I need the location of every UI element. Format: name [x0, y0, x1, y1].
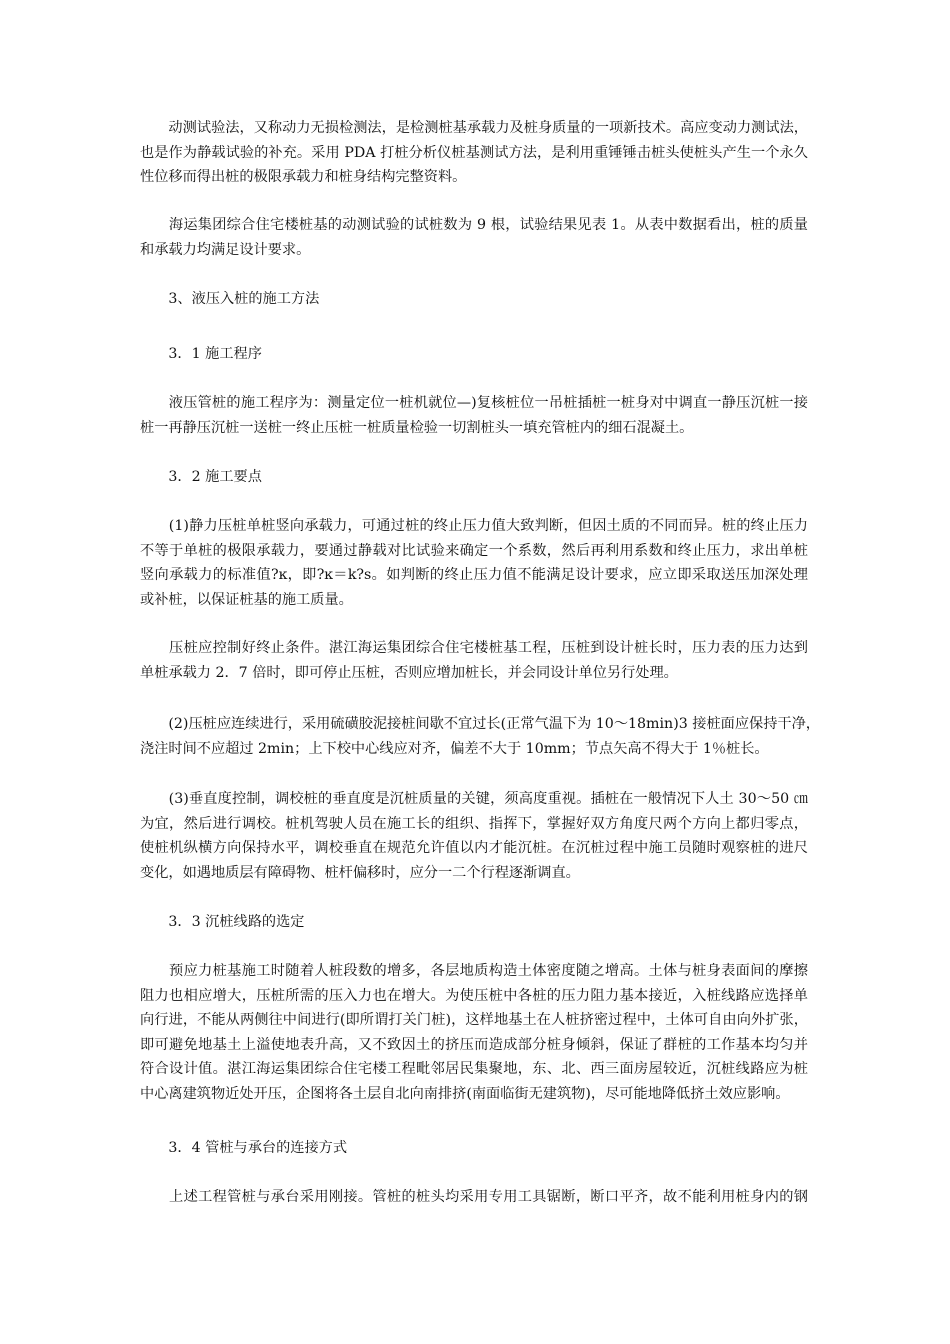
text-line: 使桩机纵横方向保持水平，调校垂直在规范允许值以内才能沉桩。在沉桩过程中施工员随时观察桩的进尺 — [140, 840, 808, 856]
text-line: 上述工程管桩与承台采用刚接。管桩的桩头均采用专用工具锯断，断口平齐，故不能利用桩身内的钢 — [140, 1189, 808, 1205]
text-line: 向行进，不能从两侧往中间进行(即所谓打关门桩)，这样地基土在人桩挤密过程中，土体可自由向外扩张， — [140, 1012, 808, 1028]
text-line: 浇注时间不应超过 2min；上下校中心线应对齐，偏差不大于 10mm；节点矢高不得大于 1％桩长。 — [140, 740, 769, 757]
text-line: (3)垂直度控制，调校桩的垂直度是沉桩质量的关键，须高度重视。插桩在一般情况下人土 30～50 ㎝ — [140, 791, 808, 807]
paragraph-continuous-pressing — [140, 712, 820, 761]
section-heading-3-1 — [140, 342, 808, 367]
text-line: 也是作为静载试验的补充。采用 PDA 打桩分析仪桩基测试方法，是利用重锤锤击桩头使桩头产生一个永久 — [140, 144, 808, 161]
text-line: 中心离建筑物近处开压，企图将各土层自北向南排挤(南面临街无建筑物)，尽可能地降低挤土效应影响。 — [140, 1085, 790, 1102]
text-line: 或补桩，以保证桩基的施工质量。 — [140, 591, 353, 608]
paragraph-test-results — [140, 213, 808, 262]
text-line: 为宜，然后进行调校。桩机驾驶人员在施工长的组织、指挥下，掌握好双方角度尺两个方向上都归零点， — [140, 815, 808, 832]
heading-text: 3．1 施工程序 — [140, 346, 262, 362]
text-line: 阻力也相应增大，压桩所需的压入力也在增大。为使压桩中各桩的压力阻力基本接近，入桩线路应选择单 — [140, 987, 808, 1004]
paragraph-static-pressure — [140, 514, 808, 612]
section-heading-3-2 — [140, 465, 808, 490]
section-heading-3-3 — [140, 910, 808, 935]
heading-text: 3．3 沉桩线路的选定 — [140, 914, 305, 930]
text-line: 单桩承载力 2．7 倍时，即可停止压桩，否则应增加桩长，并会同设计单位另行处理。 — [140, 664, 678, 681]
heading-text: 3．2 施工要点 — [140, 469, 262, 485]
text-line: 压桩应控制好终止条件。湛江海运集团综合住宅楼桩基工程，压桩到设计桩长时，压力表的压力达到 — [140, 640, 808, 656]
heading-text: 3、液压入桩的施工方法 — [140, 291, 320, 307]
paragraph-termination-conditions — [140, 636, 808, 685]
text-line: 桩一再静压沉桩一送桩一终止压桩一桩质量检验一切割桩头一填充管桩内的细石混凝土。 — [140, 419, 694, 436]
text-line: 不等于单桩的极限承载力，要通过静载对比试验来确定一个系数，然后再利用系数和终止压力，求出单桩 — [140, 542, 808, 559]
text-line: 即可避免地基土上溢使地表升高，又不致因土的挤压而造成部分桩身倾斜，保证了群桩的工作基本均匀并 — [140, 1036, 808, 1053]
paragraph-pile-route — [140, 959, 808, 1106]
text-line: (2)压桩应连续进行，采用硫磺胶泥接桩间歇不宜过长(正常气温下为 10～18min)3 接桩面应保持干净， — [140, 716, 820, 732]
text-line: 动测试验法，又称动力无损检测法，是检测桩基承载力及桩身质量的一项新技术。高应变动力测试法， — [140, 120, 808, 136]
text-line: 变化，如遇地质层有障碍物、桩杆偏移时，应分一二个行程逐渐调直。 — [140, 864, 580, 881]
paragraph-verticality-control — [140, 787, 808, 885]
text-line: 和承载力均满足设计要求。 — [140, 241, 311, 258]
heading-text: 3．4 管桩与承台的连接方式 — [140, 1140, 348, 1156]
text-line: 预应力桩基施工时随着人桩段数的增多，各层地质构造土体密度随之增高。土体与桩身表面间的摩擦 — [140, 963, 808, 979]
text-line: 符合设计值。湛江海运集团综合住宅楼工程毗邻居民集聚地，东、北、西三面房屋较近，沉桩线路应为桩 — [140, 1061, 808, 1077]
text-line: 液压管桩的施工程序为：测量定位一桩机就位—)复核桩位一吊桩插桩一桩身对中调直一静压沉桩一接 — [140, 395, 808, 411]
section-heading-3-4 — [140, 1136, 808, 1161]
text-line: 竖向承载力的标准值?ĸ，即?ĸ＝k?s。如判断的终止压力值不能满足设计要求，应立即采取送压加深处理 — [140, 567, 808, 583]
text-line: 性位移而得出桩的极限承载力和桩身结构完整资料。 — [140, 169, 467, 185]
section-heading-3 — [140, 287, 808, 312]
paragraph-construction-procedure — [140, 391, 808, 440]
paragraph-pile-cap-connection — [140, 1185, 808, 1210]
paragraph-dynamic-test — [140, 116, 808, 190]
text-line: (1)静力压桩单桩竖向承载力，可通过桩的终止压力值大致判断，但因土质的不同而异。桩的终止压力 — [140, 518, 808, 534]
text-line: 海运集团综合住宅楼桩基的动测试验的试桩数为 9 根，试验结果见表 1。从表中数据看出，桩的质量 — [140, 217, 808, 233]
